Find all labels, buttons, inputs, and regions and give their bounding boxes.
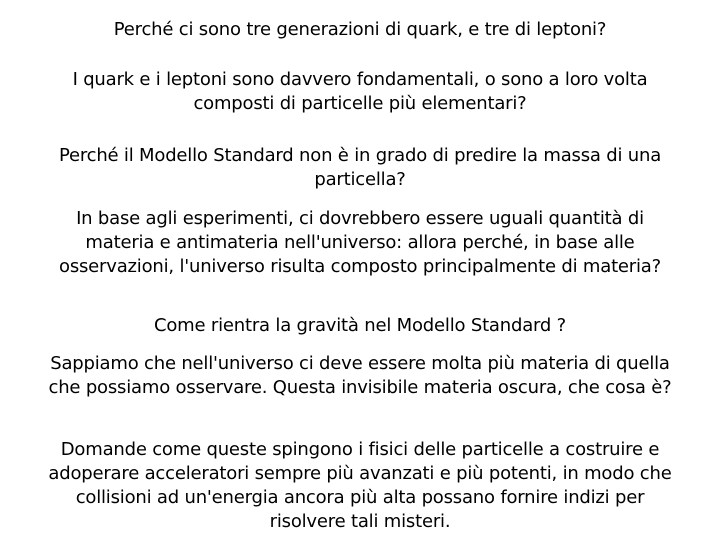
question-gravity: Come rientra la gravità nel Modello Standard ?: [153, 315, 567, 336]
question-antimatter: In base agli esperimenti, ci dovrebbero essere uguali quantità di materia e antimateria nell'universo: allora perché, in base alle osservazioni, l'universo risulta composto principalmente di materia?: [59, 208, 661, 277]
question-generations: Perché ci sono tre generazioni di quark, e tre di leptoni?: [113, 19, 607, 40]
question-dark-matter: Sappiamo che nell'universo ci deve essere molta più materia di quella che possiamo osservare. Questa invisibile materia oscura, che cosa è?: [48, 353, 672, 398]
conclusion-text: Domande come queste spingono i fisici delle particelle a costruire e adoperare acceleratori sempre più avanzati e più potenti, in modo che collisioni ad un'energia ancora più alta possano fornire indizi per risolvere tali misteri.: [48, 439, 672, 532]
question-fundamental: I quark e i leptoni sono davvero fondamentali, o sono a loro volta composti di particelle più elementari?: [72, 69, 648, 114]
question-mass: Perché il Modello Standard non è in grado di predire la massa di una particella?: [58, 145, 662, 190]
